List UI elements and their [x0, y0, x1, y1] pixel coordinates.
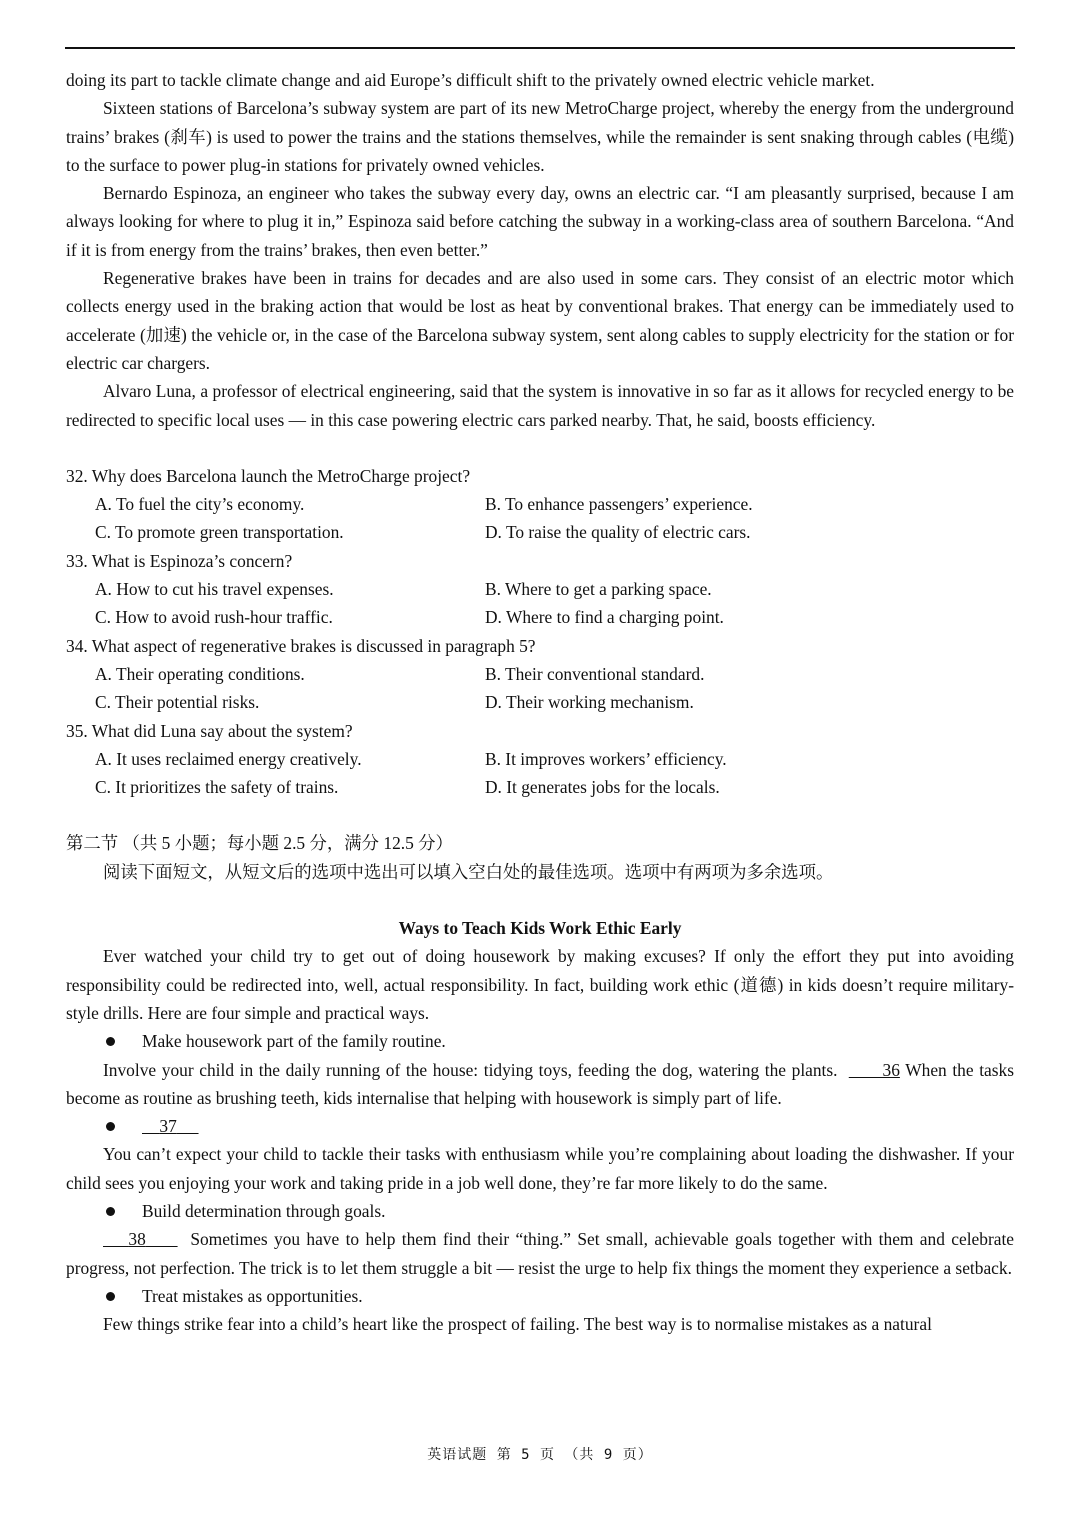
question-34 [66, 632, 1014, 717]
option-d: D. Where to find a charging point. [485, 607, 724, 628]
article-paragraph: Few things strike fear into a child’s heart like the prospect of failing. The best way is to normalise mistakes as a natural [103, 1314, 932, 1335]
spacer [66, 886, 1014, 914]
page-content [66, 66, 1014, 1338]
article-paragraph [66, 1225, 1014, 1282]
article-title: Ways to Teach Kids Work Ethic Early [398, 918, 682, 939]
option-c: C. Their potential risks. [95, 692, 260, 713]
bullet-text: Make housework part of the family routine. [142, 1031, 446, 1052]
paragraph-text: When the tasks become as routine as brushing teeth, kids internalise that helping with housework is simply part of life. [66, 1059, 1014, 1108]
option-c: C. To promote green transportation. [95, 522, 344, 543]
option-d: D. It generates jobs for the locals. [485, 777, 720, 798]
bullet-icon [106, 1292, 115, 1301]
spacer [66, 801, 1014, 829]
question-32 [66, 462, 1014, 547]
option-a: A. How to cut his travel expenses. [95, 579, 334, 600]
question-options [66, 575, 1014, 632]
blank-37: 37 [159, 1116, 177, 1137]
question-stem: 32. Why does Barcelona launch the MetroCharge project? [66, 465, 471, 486]
bullet-item [66, 1112, 1014, 1140]
section-heading: 第二节 （共 5 小题；每小题 2.5 分，满分 12.5 分） [66, 833, 453, 854]
option-b: B. Their conventional standard. [485, 663, 705, 684]
bullet-item [66, 1282, 1014, 1310]
passage-paragraph: Regenerative brakes have been in trains for decades and are also used in some cars. They consist of an electric motor which collects energy used in the braking action that would be lost as heat by conventional brakes. That energy can be immediately used to accelerate (加速) the vehicle or, in the case of the Barcelona subway system, sent along cables to supply electricity for the station or for electric car chargers. [66, 268, 1014, 373]
bullet-item [66, 1027, 1014, 1055]
question-35 [66, 717, 1014, 802]
question-stem: 33. What is Espinoza’s concern? [66, 550, 293, 571]
question-stem: 34. What aspect of regenerative brakes is discussed in paragraph 5? [66, 635, 536, 656]
blank-38: 38 [128, 1229, 146, 1250]
option-b: B. It improves workers’ efficiency. [485, 748, 727, 769]
option-a: A. Their operating conditions. [95, 663, 305, 684]
bullet-item [66, 1197, 1014, 1225]
option-c: C. It prioritizes the safety of trains. [95, 777, 339, 798]
article-paragraph [66, 1056, 1014, 1113]
question-options [66, 745, 1014, 802]
spacer [66, 434, 1014, 462]
question-options [66, 660, 1014, 717]
article-paragraph: You can’t expect your child to tackle their tasks with enthusiasm while you’re complaining about loading the dishwasher. If your child sees you enjoying your work and taking pride in a job well done, they’re far more likely to do the same. [66, 1144, 1014, 1193]
bullet-icon [106, 1122, 115, 1131]
paragraph-text: Sometimes you have to help them find their “thing.” Set small, achievable goals together with them and celebrate progress, not perfection. The trick is to let them struggle a bit — resist the urge to help fix things the moment they experience a setback. [66, 1229, 1015, 1278]
option-a: A. It uses reclaimed energy creatively. [95, 748, 362, 769]
section-instruction: 阅读下面短文，从短文后的选项中选出可以填入空白处的最佳选项。选项中有两项为多余选项。 [103, 861, 834, 882]
bullet-icon [106, 1207, 115, 1216]
question-options [66, 490, 1014, 547]
bullet-text: Treat mistakes as opportunities. [142, 1285, 363, 1306]
passage-paragraph: Alvaro Luna, a professor of electrical engineering, said that the system is innovative in so far as it allows for recycled energy to be redirected to specific local uses — in this case powering electric cars parked nearby. That, he said, boosts efficiency. [66, 381, 1014, 430]
passage-paragraph: doing its part to tackle climate change and aid Europe’s difficult shift to the privately owned electric vehicle market. [66, 70, 875, 90]
option-d: D. To raise the quality of electric cars. [485, 522, 751, 543]
passage-paragraph: Bernardo Espinoza, an engineer who takes the subway every day, owns an electric car. “I am pleasantly surprised, because I am always looking for where to plug it in,” Espinoza said before catching the subway in a working-class area of southern Barcelona. “And if it is from energy from the trains’ brakes, then even better.” [66, 183, 1014, 260]
blank-36: 36 [882, 1059, 900, 1080]
option-d: D. Their working mechanism. [485, 692, 694, 713]
header-rule [65, 47, 1015, 49]
bullet-text: Build determination through goals. [142, 1200, 386, 1221]
option-a: A. To fuel the city’s economy. [95, 494, 305, 515]
option-b: B. To enhance passengers’ experience. [485, 494, 753, 515]
passage-paragraph: Sixteen stations of Barcelona’s subway system are part of its new MetroCharge project, whereby the energy from the underground trains’ brakes (刹车) is used to power the trains and the stations themselves, while the remainder is sent snaking through cables (电缆) to the surface to power plug-in stations for privately owned vehicles. [66, 98, 1014, 175]
page-footer: 英语试题 第 5 页 （共 9 页） [427, 1447, 653, 1463]
question-stem: 35. What did Luna say about the system? [66, 720, 353, 741]
article-intro: Ever watched your child try to get out of doing housework by making excuses? If only the effort they put into avoiding responsibility could be redirected into, well, actual responsibility. In fact, building work ethic (道德) in kids doesn’t require military-style drills. Here are four simple and practical ways. [66, 946, 1014, 1023]
option-c: C. How to avoid rush-hour traffic. [95, 607, 333, 628]
bullet-icon [106, 1037, 115, 1046]
question-33 [66, 547, 1014, 632]
paragraph-text: Involve your child in the daily running of the house: tidying toys, feeding the dog, watering the plants. [103, 1059, 838, 1080]
option-b: B. Where to get a parking space. [485, 579, 712, 600]
